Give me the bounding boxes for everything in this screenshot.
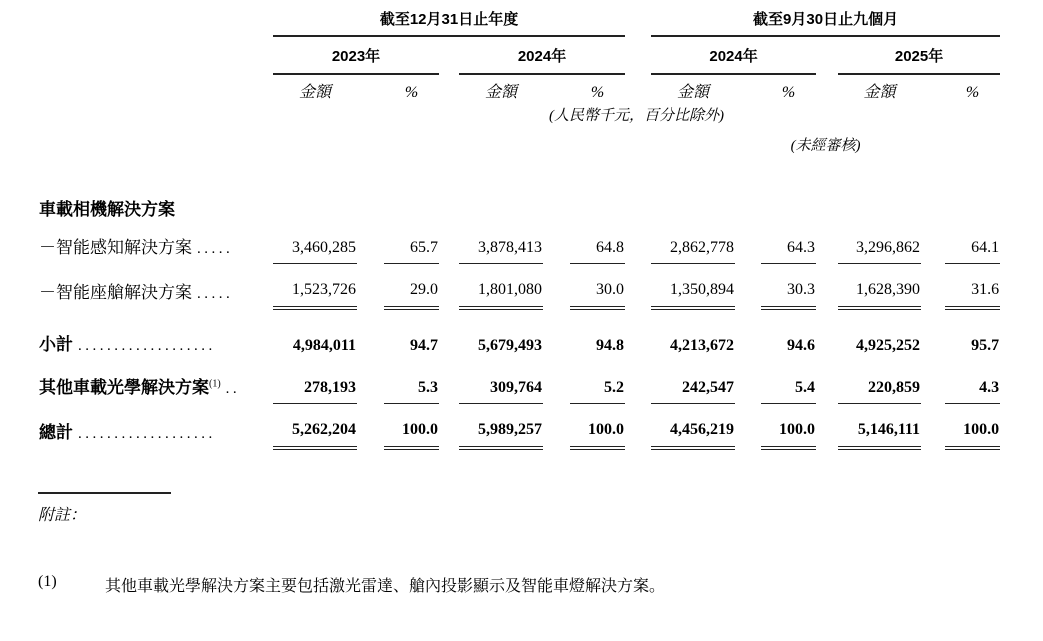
group-header-row [38, 10, 1000, 37]
cell-value: 100.0 [945, 404, 1000, 449]
table-row-total [38, 404, 1000, 449]
cell-value: 5,262,204 [273, 404, 357, 449]
group-header-nine-months: 截至9月30日止九個月 [651, 10, 1000, 37]
year-header-2023: 2023年 [273, 37, 439, 74]
leader-dots: ................... [78, 426, 216, 443]
year-header-2024: 2024年 [459, 37, 625, 74]
footnote-item-1 [38, 573, 1043, 596]
cell-value: 4,213,672 [670, 336, 735, 354]
leader-dots: ..... [197, 286, 234, 303]
col-header-pct: % [965, 83, 980, 101]
cell-value: 65.7 [384, 221, 439, 264]
row-label: －智能感知解決方案 [39, 237, 192, 257]
cell-value: 100.0 [384, 404, 439, 449]
footnote-ref: (1) [209, 378, 221, 390]
column-header-row [38, 75, 1000, 103]
row-label: 其他車載光學解決方案 [39, 377, 209, 397]
audit-note: (未經審核) [790, 138, 861, 155]
audit-note-row [38, 126, 1000, 156]
cell-value: 220,859 [838, 361, 921, 404]
cell-value: 4,456,219 [651, 404, 735, 449]
cell-value: 100.0 [570, 404, 625, 449]
row-label: 小計 [39, 334, 73, 354]
cell-value: 64.1 [945, 221, 1000, 264]
footnote-marker: (1) [38, 572, 57, 590]
cell-value: 278,193 [273, 361, 357, 404]
cell-value: 1,801,080 [459, 264, 543, 309]
leader-dots: ..... [197, 240, 234, 257]
cell-value: 5,989,257 [459, 404, 543, 449]
cell-value: 94.8 [596, 336, 625, 354]
table-row-smart-cockpit [38, 264, 1000, 309]
col-header-amount: 金額 [484, 83, 517, 101]
col-header-amount: 金額 [863, 83, 896, 101]
table-row-other-optical [38, 361, 1000, 404]
table-row-subtotal [38, 310, 1000, 361]
cell-value: 309,764 [459, 361, 543, 404]
leader-dots: ................... [78, 337, 216, 354]
col-header-pct: % [781, 83, 796, 101]
cell-value: 1,628,390 [838, 264, 921, 309]
cell-value: 5.2 [570, 361, 625, 404]
cell-value: 1,523,726 [273, 264, 357, 309]
group-header-year-ended: 截至12月31日止年度 [273, 10, 625, 37]
footnote-divider [38, 492, 171, 494]
col-header-amount: 金額 [677, 83, 710, 101]
cell-value: 94.7 [410, 336, 438, 354]
cell-value: 64.3 [761, 221, 816, 264]
cell-value: 4.3 [945, 361, 1000, 404]
cell-value: 242,547 [651, 361, 735, 404]
cell-value: 4,925,252 [856, 336, 921, 354]
cell-value: 29.0 [384, 264, 439, 309]
cell-value: 3,878,413 [459, 221, 543, 264]
cell-value: 5.3 [384, 361, 439, 404]
leader-dots: .. [225, 380, 241, 397]
cell-value: 64.8 [570, 221, 625, 264]
col-header-pct: % [590, 83, 605, 101]
year-header-2025-9m: 2025年 [838, 37, 1000, 74]
footnote-text: 其他車載光學解決方案主要包括激光雷達、艙內投影顯示及智能車燈解決方案。 [105, 577, 666, 595]
cell-value: 100.0 [761, 404, 816, 449]
footnotes-heading: 附註： [38, 506, 87, 524]
year-header-row [38, 37, 1000, 74]
cell-value: 30.0 [570, 264, 625, 309]
cell-value: 31.6 [945, 264, 1000, 309]
section-header-row [38, 156, 1000, 221]
cell-value: 2,862,778 [651, 221, 735, 264]
col-header-amount: 金額 [298, 83, 331, 101]
row-label: －智能座艙解決方案 [39, 283, 192, 303]
cell-value: 95.7 [971, 336, 1000, 354]
row-label: 總計 [39, 423, 73, 443]
unit-note-row [38, 103, 1000, 126]
table-row-smart-perception [38, 221, 1000, 264]
cell-value: 5,679,493 [478, 336, 542, 354]
cell-value: 3,460,285 [273, 221, 357, 264]
cell-value: 94.6 [787, 336, 816, 354]
cell-value: 5,146,111 [838, 404, 921, 449]
col-header-pct: % [404, 83, 419, 101]
cell-value: 3,296,862 [838, 221, 921, 264]
cell-value: 1,350,894 [651, 264, 735, 309]
cell-value: 30.3 [761, 264, 816, 309]
cell-value: 4,984,011 [292, 336, 356, 354]
unit-note: (人民幣千元，百分比除外) [549, 107, 725, 124]
section-header: 車載相機解決方案 [39, 200, 175, 220]
financial-table [38, 10, 1000, 450]
cell-value: 5.4 [761, 361, 816, 404]
year-header-2024-9m: 2024年 [651, 37, 816, 74]
footnotes-section [38, 492, 1043, 596]
